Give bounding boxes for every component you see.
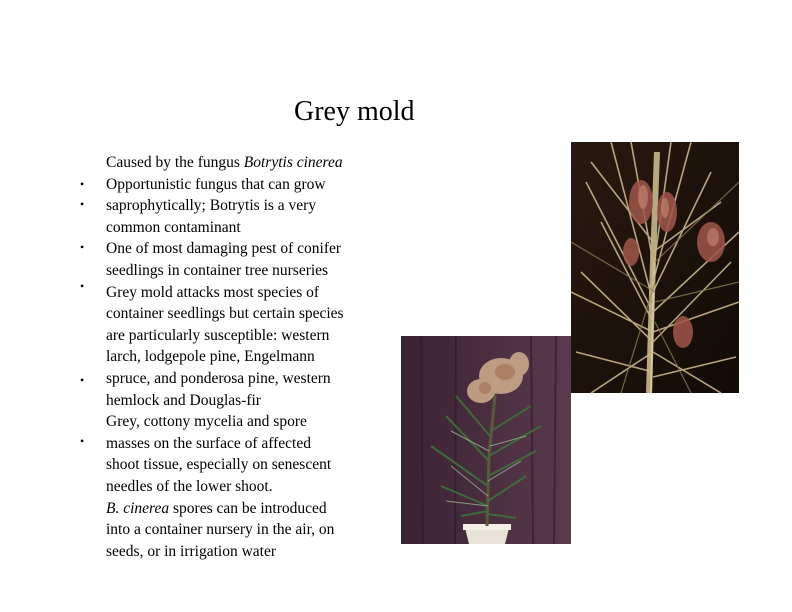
bullet-dot: • xyxy=(80,434,85,448)
bullet-dot: • xyxy=(80,197,85,211)
bullet-line xyxy=(106,152,396,174)
bullet-line xyxy=(106,260,396,282)
pine-shoot-photo xyxy=(571,142,739,393)
bullet-line xyxy=(106,541,396,563)
text-segment: seeds, or in irrigation water xyxy=(106,542,277,560)
bullet-line xyxy=(106,368,396,390)
text-segment: common contaminant xyxy=(106,218,241,236)
text-segment: Grey mold attacks most species of xyxy=(106,283,320,301)
bullet-item xyxy=(106,411,396,497)
text-segment: saprophytically; Botrytis is a very xyxy=(106,197,317,215)
bullet-dot: • xyxy=(80,373,85,387)
potted-seedling-photo xyxy=(401,336,571,544)
text-segment: larch, lodgepole pine, Engelmann xyxy=(106,348,315,366)
text-segment: container seedlings but certain species xyxy=(106,305,344,323)
bullet-line xyxy=(106,346,396,368)
text-segment: masses on the surface of affected xyxy=(106,434,311,452)
bullet-line xyxy=(106,195,396,217)
bullet-item xyxy=(106,152,396,174)
bullet-line xyxy=(106,519,396,541)
bullet-line xyxy=(106,454,396,476)
text-segment: spores can be introduced xyxy=(169,499,327,517)
text-segment: needles of the lower shoot. xyxy=(106,477,273,495)
bullet-line xyxy=(106,282,396,304)
bullet-item xyxy=(106,238,396,281)
text-segment: seedlings in container tree nurseries xyxy=(106,261,329,279)
text-segment: hemlock and Douglas-fir xyxy=(106,391,261,409)
text-segment: Grey, cottony mycelia and spore xyxy=(106,413,307,431)
bullet-item xyxy=(106,174,396,239)
bullet-text-block xyxy=(106,152,396,562)
bullet-line xyxy=(106,325,396,347)
bullet-line xyxy=(106,390,396,412)
bullet-line xyxy=(106,476,396,498)
bullet-line xyxy=(106,433,396,455)
slide-title: Grey mold xyxy=(294,96,415,127)
bullet-item xyxy=(106,282,396,412)
bullet-line xyxy=(106,303,396,325)
bullet-line xyxy=(106,498,396,520)
text-segment: spruce, and ponderosa pine, western xyxy=(106,369,331,387)
text-segment: Opportunistic fungus that can grow xyxy=(106,175,326,193)
bullet-item xyxy=(106,498,396,563)
text-segment: One of most damaging pest of conifer xyxy=(106,240,342,258)
bullet-dot: • xyxy=(80,279,85,293)
italic-text: B. cinerea xyxy=(106,499,170,517)
bullet-dot: • xyxy=(80,240,85,254)
italic-text: Botrytis cinerea xyxy=(243,154,343,171)
bullet-line xyxy=(106,411,396,433)
text-segment: into a container nursery in the air, on xyxy=(106,521,335,539)
text-segment: shoot tissue, especially on senescent xyxy=(106,456,332,474)
bullet-line xyxy=(106,174,396,196)
text-segment: Caused by the fungus xyxy=(106,154,244,171)
bullet-line xyxy=(106,238,396,260)
bullet-line xyxy=(106,217,396,239)
text-segment: are particularly susceptible: western xyxy=(106,326,330,344)
bullet-dot: • xyxy=(80,177,85,191)
